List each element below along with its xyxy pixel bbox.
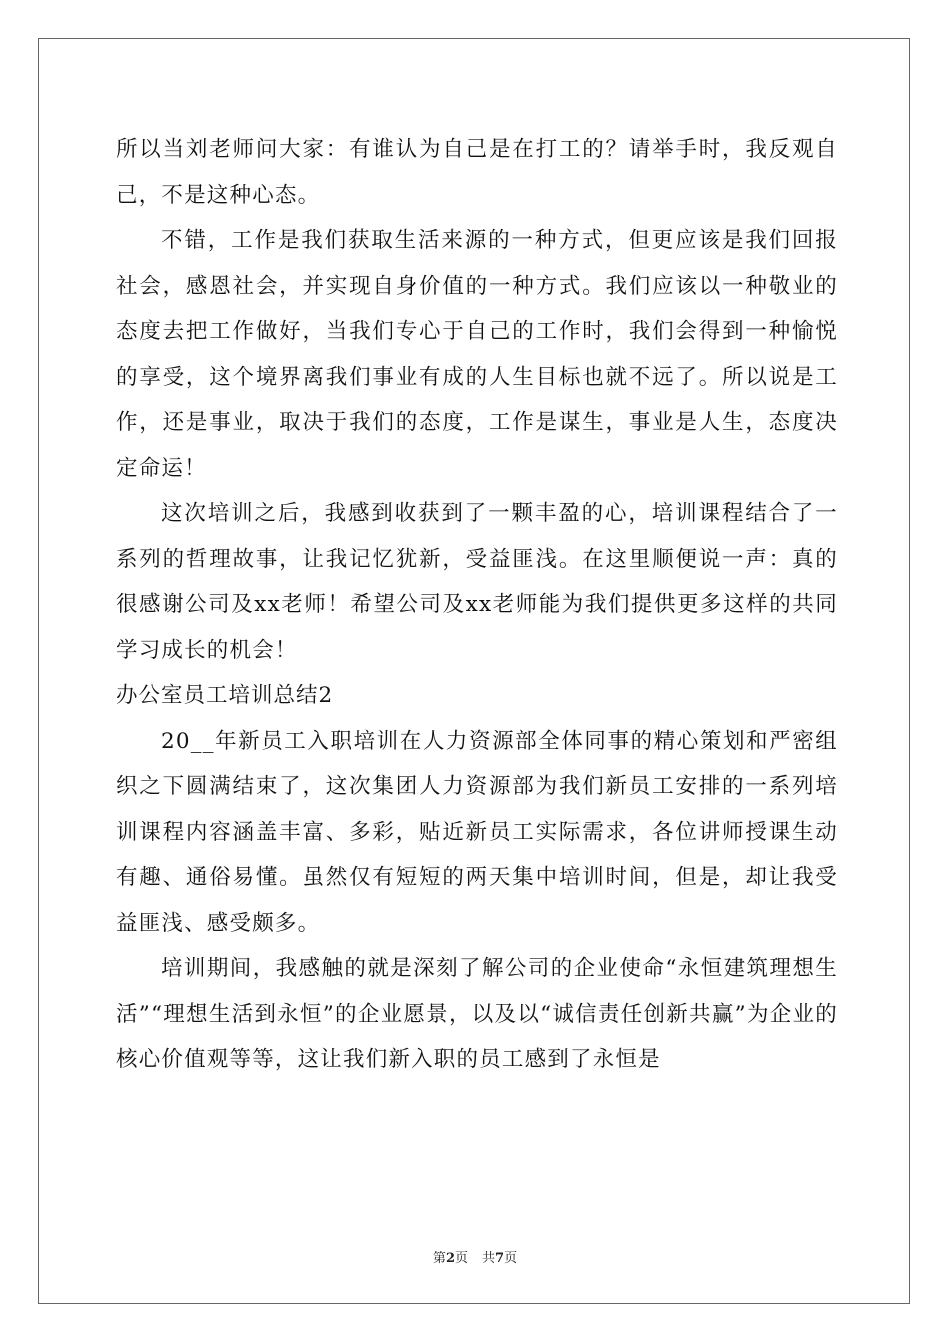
document-body [116,127,838,1083]
total-pages: 7 [495,1251,505,1266]
page-prefix: 第 [432,1251,446,1266]
paragraph-3: 这次培训之后，我感到收获到了一颗丰盈的心，培训课程结合了一系列的哲理故事，让我记忆犹新，受益匪浅。在这里顺便说一声：真的很感谢公司及xx老师！希望公司及xx老师能为我们提供更多这样的共同学习成长的机会！ [116,501,838,663]
paragraph-2: 不错，工作是我们获取生活来源的一种方式，但更应该是我们回报社会，感恩社会，并实现自身价值的一种方式。我们应该以一种敬业的态度去把工作做好，当我们专心于自己的工作时，我们会得到一种愉悦的享受，这个境界离我们事业有成的人生目标也就不远了。所以说是工作，还是事业，取决于我们的态度，工作是谋生，事业是人生，态度决定命运！ [116,228,838,481]
total-suffix: 页 [504,1251,518,1266]
section-paragraph-1: 20__年新员工入职培训在人力资源部全体同事的精心策划和严密组织之下圆满结束了，这次集团人力资源部为我们新员工安排的一系列培训课程内容涵盖丰富、多彩，贴近新员工实际需求，各位讲师授课生动有趣、通俗易懂。虽然仅有短短的两天集中培训时间，但是，却让我受益匪浅、感受颇多。 [116,728,838,936]
total-prefix: 共 [482,1251,496,1266]
section-heading: 办公室员工培训总结2 [116,683,334,708]
section-paragraph-2: 培训期间，我感触的就是深刻了解公司的企业使命“永恒建筑理想生活”“理想生活到永恒”的企业愿景，以及以“诚信责任创新共赢”为企业的核心价值观等等，这让我们新入职的员工感到了永恒是 [116,956,838,1072]
paragraph-1: 所以当刘老师问大家：有谁认为自己是在打工的？请举手时，我反观自己，不是这种心态。 [116,137,838,208]
page-suffix: 页 [454,1251,468,1266]
page-number: 2 [445,1251,455,1266]
page-footer [0,1247,950,1266]
